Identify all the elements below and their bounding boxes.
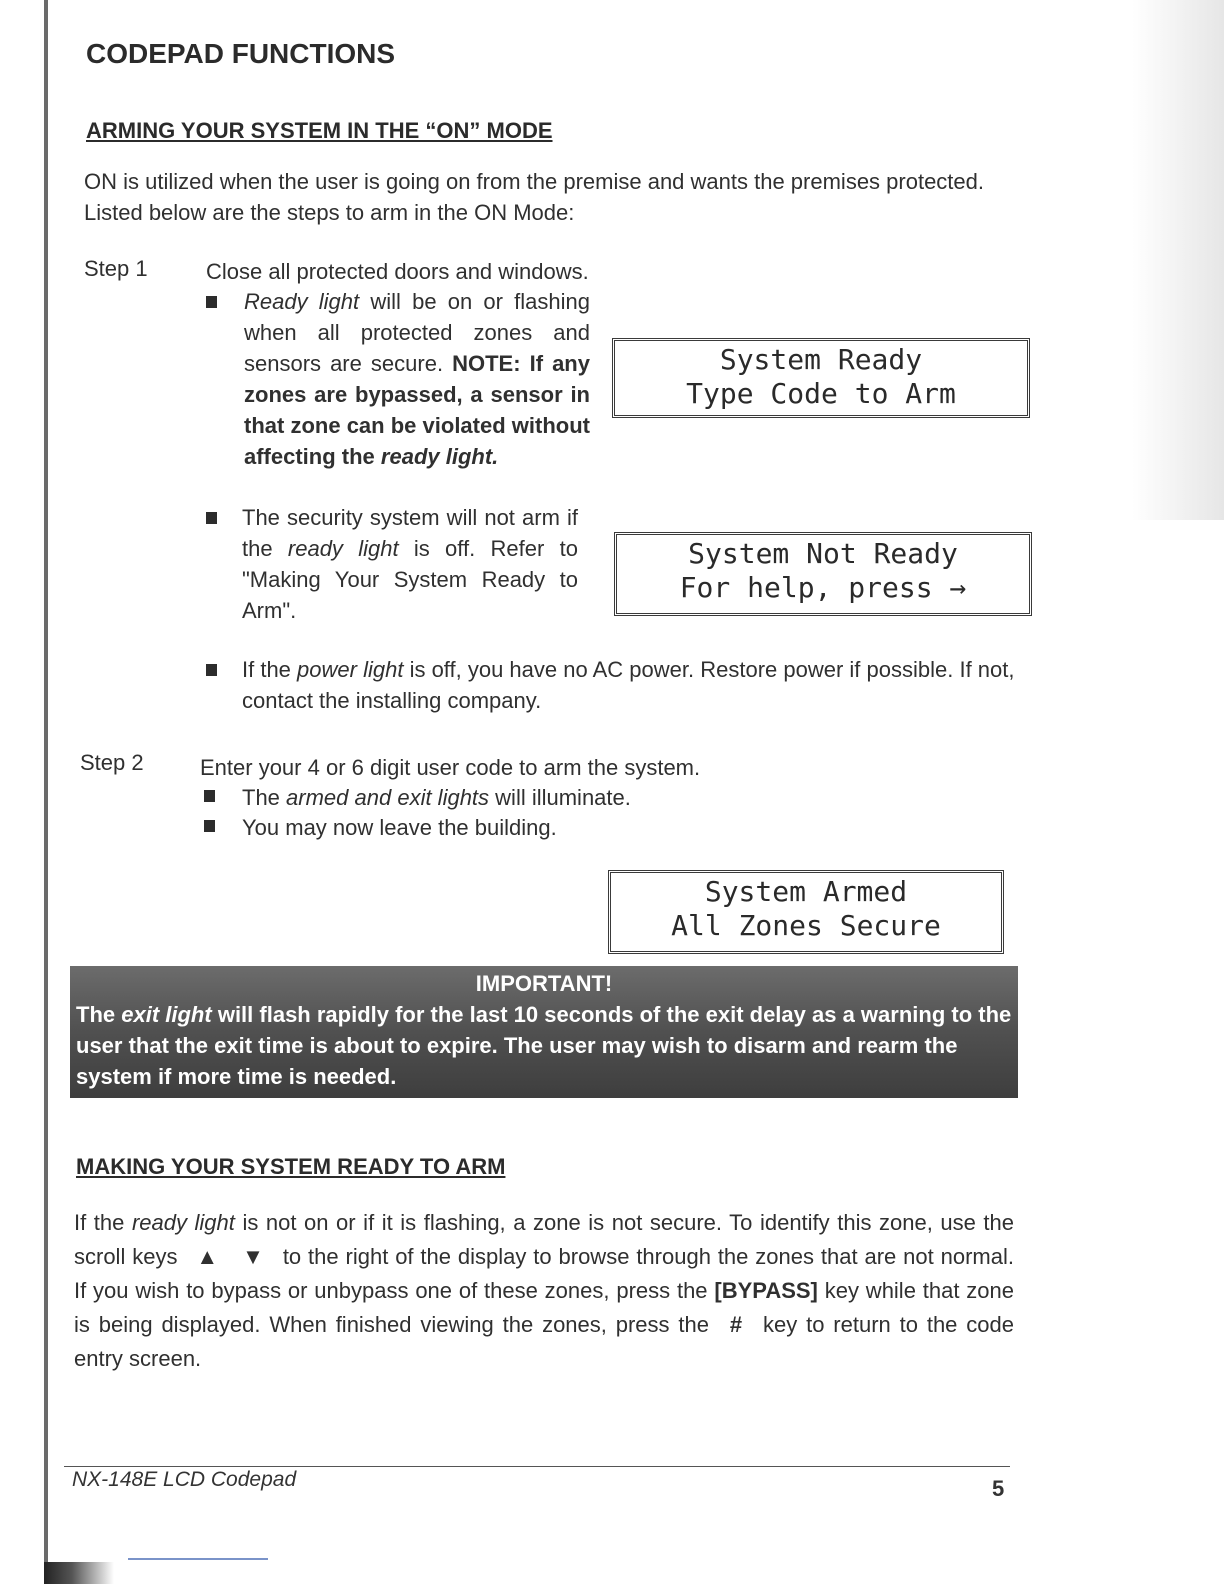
bypass-note-term: ready light.: [380, 444, 499, 469]
hash-key: #: [729, 1312, 743, 1337]
step-2-bullet-leave: You may now leave the building.: [242, 815, 557, 840]
step-2-bullet-armed-lights: The armed and exit lights will illuminate.: [242, 785, 631, 810]
scan-shadow: [1132, 0, 1224, 520]
scan-smudge: [44, 1562, 114, 1584]
step-1-bullet-ready-light: [244, 286, 590, 472]
step-1-label: Step 1: [84, 256, 148, 281]
on-mode-intro: ON is utilized when the user is going on from the premise and wants the premises protected. Listed below are the steps to arm in the ON Mode:: [84, 169, 985, 225]
footer-title: NX-148E LCD Codepad: [72, 1468, 297, 1491]
step-2-label: Step 2: [80, 750, 144, 775]
lcd-line-1: System Not Ready: [688, 537, 958, 570]
important-heading: IMPORTANT!: [475, 971, 613, 996]
lcd-line-2: All Zones Secure: [671, 909, 941, 942]
bypass-note: NOTE: If any zones are bypassed, a sensor in that zone can be violated without affecting the: [244, 351, 590, 469]
ready-light-desc: will be on or flashing when all protected zones and sensors are secure.: [244, 289, 590, 376]
important-text: The exit light will flash rapidly for the last 10 seconds of the exit delay as a warning to the user that the exit time is about to expire. The user may wish to disarm and rearm the system if more time is needed.: [76, 1002, 1012, 1089]
bullet-icon: [206, 512, 217, 524]
lcd-line-2: For help, press →: [679, 571, 967, 604]
scroll-up-key-icon: ▲: [196, 1244, 219, 1269]
binder-edge-line: [44, 0, 48, 1584]
ready-to-arm-paragraph: If the ready light is not on or if it is flashing, a zone is not secure. To identify this zone, use the scroll keys ▲ ▼ to the right of the display to browse through the zones that are not normal. If you wish to bypass or unbypass one of these zones, press the [BYPASS] key while that zone is being displayed. When finished viewing the zones, press the # key to return to the code entry screen.: [74, 1210, 1014, 1371]
scroll-down-key-icon: ▼: [242, 1244, 264, 1269]
step-1-bullet-not-arm: The security system will not arm if the ready light is off. Refer to "Making Your System Ready to Arm".: [242, 505, 578, 623]
bullet-icon: [204, 820, 215, 832]
section-heading-on-mode: ARMING YOUR SYSTEM IN THE “ON” MODE: [86, 118, 553, 143]
page-number: 5: [992, 1476, 1005, 1501]
scan-blue-mark: [128, 1558, 268, 1560]
lcd-line-1: System Armed: [704, 875, 908, 908]
bullet-icon: [206, 296, 217, 308]
section-heading-ready-to-arm: MAKING YOUR SYSTEM READY TO ARM: [76, 1154, 506, 1179]
bullet-icon: [206, 664, 217, 676]
lcd-system-not-ready: [614, 532, 1032, 616]
footer-divider: [64, 1466, 1010, 1467]
step-2-text: Enter your 4 or 6 digit user code to arm the system.: [200, 755, 701, 780]
bullet-icon: [204, 790, 215, 802]
lcd-line-1: System Ready: [719, 343, 923, 376]
bypass-key: [BYPASS]: [714, 1278, 818, 1303]
step-1-text: Close all protected doors and windows.: [206, 259, 589, 284]
important-notice: [70, 966, 1018, 1098]
ready-light-term: Ready light: [244, 289, 360, 314]
step-1-bullet-power-light: If the power light is off, you have no AC power. Restore power if possible. If not, contact the installing company.: [242, 657, 1015, 713]
page-title: CODEPAD FUNCTIONS: [86, 38, 396, 69]
lcd-system-armed: [608, 870, 1004, 954]
lcd-system-ready: [612, 338, 1030, 418]
lcd-line-2: Type Code to Arm: [686, 377, 956, 410]
